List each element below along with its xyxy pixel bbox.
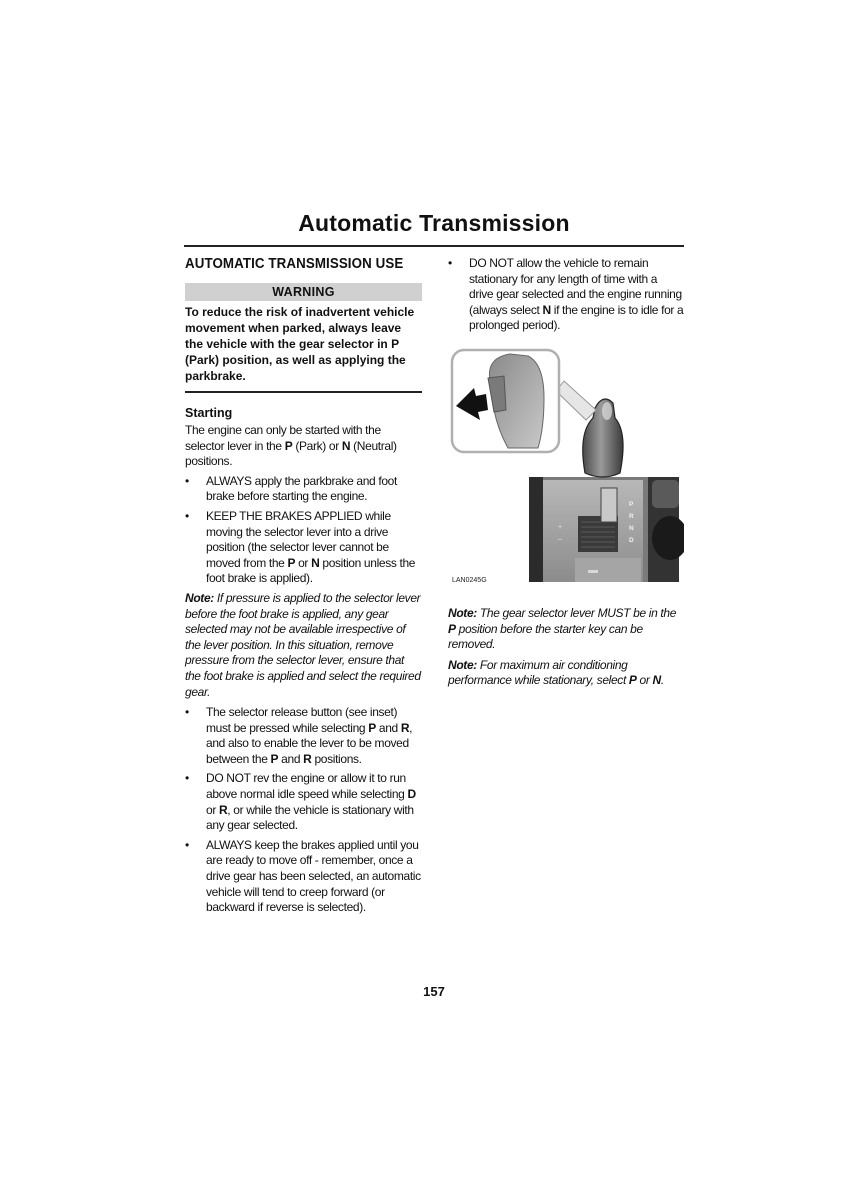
warning-label: WARNING (185, 283, 422, 301)
list-item (185, 771, 422, 833)
svg-text:P: P (629, 500, 634, 508)
bullet-icon: • (185, 473, 190, 488)
svg-text:R: R (629, 512, 634, 520)
bullet-text: ALWAYS keep the brakes applied until you are ready to move off - remember, once a drive gear has been selected, an automatic vehicle will tend to creep forward (or backward if reverse is selected). (206, 837, 421, 915)
right-column (448, 256, 684, 694)
bullet-icon: • (185, 508, 190, 523)
note: Note: For maximum air conditioning performance while stationary, select P or N. (448, 657, 664, 688)
warning-text: To reduce the risk of inadvertent vehicle movement when parked, always leave the vehicle with the gear selector in P (Park) position, as well as applying the parkbrake. (185, 305, 415, 383)
note: Note: If pressure is applied to the selector lever before the foot brake is applied, any gear selected may not be available irrespective of the lever position. In this situation, remove pressure from the selector lever, ensure that the foot brake is applied and select the required gear. (185, 590, 421, 699)
list-item (448, 256, 684, 334)
bullet-icon: • (448, 256, 453, 270)
bullet-text: DO NOT allow the vehicle to remain stationary for any length of time with a drive gear selected and the engine running (always select N if the engine is to idle for a prolonged period). (469, 256, 684, 333)
left-column (185, 256, 422, 920)
page-number: 157 (423, 984, 445, 999)
figure-code: LAN0245G (452, 576, 487, 584)
list-item (185, 474, 422, 505)
section-heading: AUTOMATIC TRANSMISSION USE (185, 256, 404, 272)
bullet-icon: • (185, 771, 190, 786)
bullet-icon: • (185, 837, 190, 852)
svg-text:+: + (558, 523, 563, 531)
gear-selector-illustration (448, 348, 684, 592)
title-divider (184, 245, 684, 247)
gear-selector-drawing (448, 348, 684, 592)
bullet-text: KEEP THE BRAKES APPLIED while moving the selector lever into a drive position (the selector lever cannot be moved from the P or N position unless the foot brake is applied). (206, 508, 416, 586)
starting-intro: The engine can only be started with the selector lever in the P (Park) or N (Neutral) positions. (185, 423, 397, 469)
svg-text:N: N (629, 524, 634, 532)
list-item (185, 838, 422, 916)
warning-divider (185, 391, 422, 393)
starting-heading: Starting (185, 406, 233, 420)
bullet-text: ALWAYS apply the parkbrake and foot brake before starting the engine. (206, 473, 397, 504)
svg-text:–: – (558, 535, 562, 543)
page-title: Automatic Transmission (298, 210, 570, 236)
bullet-icon: • (185, 705, 190, 720)
bullet-text: The selector release button (see inset) must be pressed while selecting P and R, and also to enable the lever to be moved between the P and R positions. (206, 705, 413, 766)
list-item (185, 509, 422, 587)
list-item (185, 705, 422, 767)
svg-text:D: D (629, 536, 634, 544)
note: Note: The gear selector lever MUST be in the P position before the starter key can be removed. (448, 605, 677, 652)
bullet-text: DO NOT rev the engine or allow it to run above normal idle speed while selecting D or R, or while the vehicle is stationary with any gear selected. (206, 771, 416, 833)
